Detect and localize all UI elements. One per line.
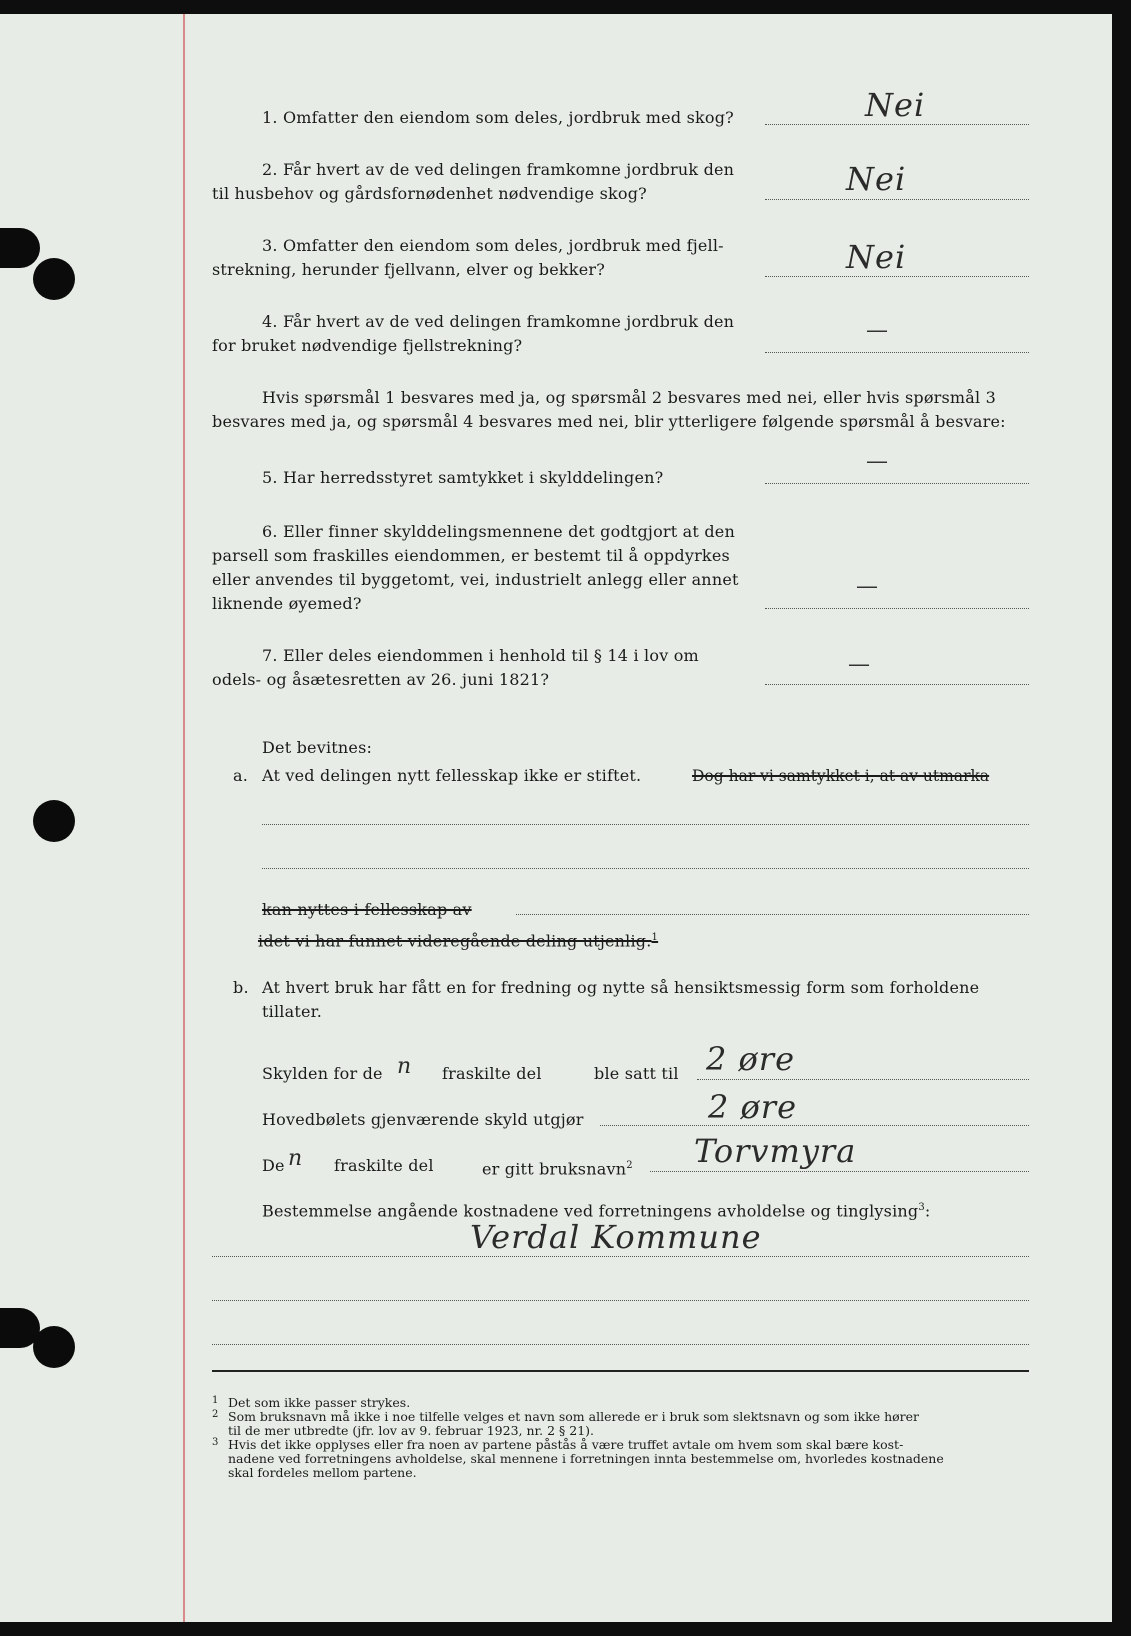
question-6-line-1: 6. Eller finner skylddelingsmennene det godtgjort at den xyxy=(262,522,735,541)
footnote-3-line-1: Hvis det ikke opplyses eller fra noen av partene påstås å være truffet avtale om hvem som skal bære kost- xyxy=(228,1437,904,1452)
conditional-line-2: besvares med ja, og spørsmål 4 besvares med nei, blir ytterligere følgende spørsmål å besvare: xyxy=(212,412,1006,431)
skyld-label-1: Skylden for de xyxy=(262,1064,383,1083)
navn-value: Torvmyra xyxy=(694,1132,857,1170)
answer-line-6 xyxy=(765,608,1029,609)
skyld-answer-line xyxy=(697,1079,1029,1080)
kost-label-text: Bestemmelse angående kostnadene ved forretningens avholdelse og tinglysing xyxy=(262,1201,919,1221)
question-1: 1. Omfatter den eiendom som deles, jordbruk med skog? xyxy=(262,108,734,127)
question-6-line-3: eller anvendes til byggetomt, vei, industrielt anlegg eller annet xyxy=(212,570,739,589)
certify-heading: Det bevitnes: xyxy=(262,738,373,757)
navn-label-3 xyxy=(482,1156,633,1179)
answer-3: Nei xyxy=(846,238,907,276)
certify-a-struck-3-text: idet vi har funnet videregående deling utjenlig. xyxy=(258,931,652,951)
navn-label-1: De xyxy=(262,1156,285,1175)
question-6-line-2: parsell som fraskilles eiendommen, er bestemt til å oppdyrkes xyxy=(212,546,730,565)
navn-hw-n: n xyxy=(288,1146,304,1171)
certify-a-struck: Dog har vi samtykket i, at av utmarka xyxy=(692,767,990,785)
binding-mark-top xyxy=(0,228,40,268)
binding-hole-bottom xyxy=(33,1326,75,1368)
navn-label-2: fraskilte del xyxy=(334,1156,434,1175)
footnote-1-line-1: Det som ikke passer strykes. xyxy=(228,1395,411,1410)
answer-6: — xyxy=(856,574,878,599)
hoved-answer-line xyxy=(600,1125,1029,1126)
skyld-label-3: ble satt til xyxy=(594,1064,679,1083)
question-2-line-1: 2. Får hvert av de ved delingen framkomne jordbruk den xyxy=(262,160,735,179)
margin-line xyxy=(183,14,185,1622)
question-4-line-1: 4. Får hvert av de ved delingen framkomne jordbruk den xyxy=(262,312,735,331)
answer-1: Nei xyxy=(865,86,926,124)
footnote-3-line-3: skal fordeles mellom partene. xyxy=(228,1465,417,1480)
hoved-label: Hovedbølets gjenværende skyld utgjør xyxy=(262,1110,584,1129)
kost-line-3 xyxy=(212,1344,1029,1345)
question-3-line-2: strekning, herunder fjellvann, elver og bekker? xyxy=(212,260,606,279)
hoved-value: 2 øre xyxy=(708,1088,798,1126)
question-7-line-1: 7. Eller deles eiendommen i henhold til § 14 i lov om xyxy=(262,646,699,665)
certify-b-label: b. xyxy=(233,978,249,997)
answer-7: — xyxy=(848,652,870,677)
answer-line-2 xyxy=(765,199,1029,200)
answer-line-5 xyxy=(765,483,1029,484)
certify-a-label: a. xyxy=(233,766,249,785)
certify-b-line-2: tillater. xyxy=(262,1002,322,1021)
certify-a-struck-3 xyxy=(258,928,658,951)
skyld-hw-n: n xyxy=(397,1054,413,1079)
footnote-3-line-2: nadene ved forretningens avholdelse, skal mennene i forretningen innta bestemmelse om, hvorledes kostnadene xyxy=(228,1451,944,1466)
footnote-3-num: 3 xyxy=(212,1437,219,1448)
certify-b-line-1: At hvert bruk har fått en for fredning og nytte så hensiktsmessig form som forholdene xyxy=(262,978,980,997)
skyld-label-2: fraskilte del xyxy=(442,1064,542,1083)
footnote-1-num: 1 xyxy=(212,1395,219,1406)
blank-line-1 xyxy=(262,824,1029,825)
kost-line-1 xyxy=(212,1256,1029,1257)
skyld-value: 2 øre xyxy=(706,1040,796,1078)
footnote-ref-2: 2 xyxy=(626,1160,633,1171)
blank-line-2 xyxy=(262,868,1029,869)
question-2-line-2: til husbehov og gårdsfornødenhet nødvendige skog? xyxy=(212,184,647,203)
answer-5: — xyxy=(866,449,888,474)
binding-hole-top xyxy=(33,258,75,300)
question-3-line-1: 3. Omfatter den eiendom som deles, jordbruk med fjell- xyxy=(262,236,724,255)
certify-a-struck-2: kan nyttes i fellesskap av xyxy=(262,900,472,919)
binding-hole-middle xyxy=(33,800,75,842)
footnote-ref-3: 3 xyxy=(918,1202,925,1213)
question-7-line-2: odels- og åsætesretten av 26. juni 1821? xyxy=(212,670,550,689)
footnote-ref-1: 1 xyxy=(651,932,659,943)
answer-line-1 xyxy=(765,124,1029,125)
blank-line-3 xyxy=(516,914,1029,915)
navn-label-3-text: er gitt bruksnavn xyxy=(482,1159,627,1179)
answer-2: Nei xyxy=(846,160,907,198)
navn-answer-line xyxy=(650,1171,1029,1172)
footnote-rule xyxy=(212,1370,1029,1372)
answer-4: — xyxy=(866,318,888,343)
kost-label: Bestemmelse angående kostnadene ved forretningens avholdelse og tinglysing$^3$: xyxy=(262,1201,931,1221)
question-4-line-2: for bruket nødvendige fjellstrekning? xyxy=(212,336,523,355)
footnote-2-num: 2 xyxy=(212,1409,219,1420)
conditional-line-1: Hvis spørsmål 1 besvares med ja, og spørsmål 2 besvares med nei, eller hvis spørsmål 3 xyxy=(262,388,997,407)
footnote-2-line-2: til de mer utbredte (jfr. lov av 9. februar 1923, nr. 2 § 21). xyxy=(228,1423,594,1438)
kost-line-2 xyxy=(212,1300,1029,1301)
answer-line-4 xyxy=(765,352,1029,353)
kost-value: Verdal Kommune xyxy=(470,1218,762,1256)
question-6-line-4: liknende øyemed? xyxy=(212,594,362,613)
answer-line-7 xyxy=(765,684,1029,685)
certify-a-text: At ved delingen nytt fellesskap ikke er stiftet. xyxy=(262,766,642,785)
footnote-2-line-1: Som bruksnavn må ikke i noe tilfelle velges et navn som allerede er i bruk som slektsnavn og som ikke hører xyxy=(228,1409,920,1424)
answer-line-3 xyxy=(765,276,1029,277)
question-5: 5. Har herredsstyret samtykket i skylddelingen? xyxy=(262,468,664,487)
